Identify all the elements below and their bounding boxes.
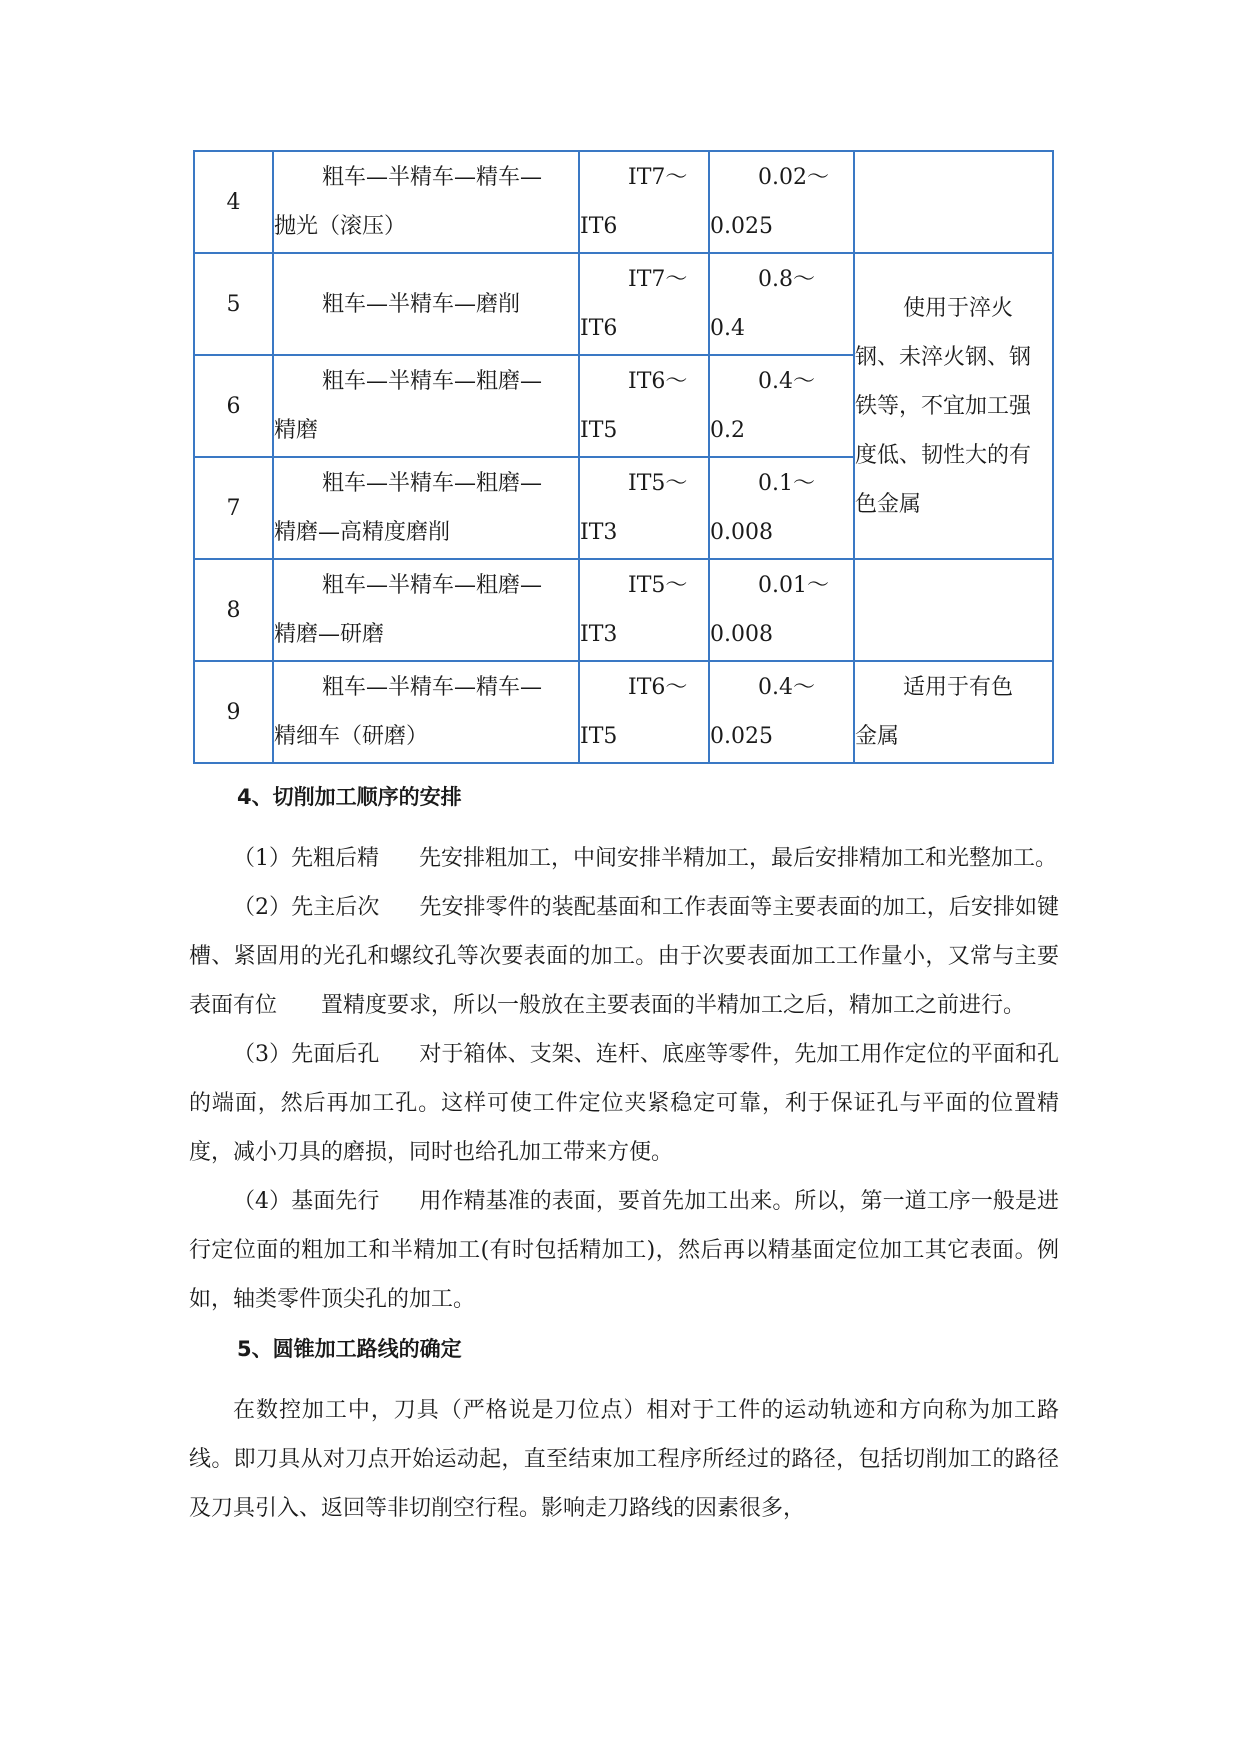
route-cell: 粗车—半精车—粗磨— 精磨—高精度磨削 [273,457,579,559]
item-label: （4）基面先行 [233,1189,380,1214]
route-cell: 粗车—半精车—精车— 精细车（研磨） [273,661,579,763]
grade-cell: IT5～ IT3 [579,457,709,559]
item-label: （3）先面后孔 [233,1042,380,1067]
table-row [194,559,1053,661]
route-cell: 粗车—半精车—粗磨— 精磨—研磨 [273,559,579,661]
paragraph [189,1177,1059,1324]
roughness-cell: 0.8～ 0.4 [709,253,854,355]
grade-cell: IT6～ IT5 [579,355,709,457]
section-heading: 4、切削加工顺序的安排 [237,785,462,809]
grade-cell: IT7～ IT6 [579,253,709,355]
item-text: 先安排粗加工，中间安排半精加工，最后安排精加工和光整加工。 [419,846,1058,871]
grade-cell: IT7～ IT6 [579,151,709,253]
process-table [193,150,1054,764]
grade-cell: IT5～ IT3 [579,559,709,661]
row-number: 4 [194,151,273,253]
table-row [194,661,1053,763]
route-cell: 粗车—半精车—粗磨— 精磨 [273,355,579,457]
item-label: （1）先粗后精 [233,846,379,871]
row-number: 7 [194,457,273,559]
section-heading: 5、圆锥加工路线的确定 [237,1337,462,1361]
row-number: 6 [194,355,273,457]
row-number: 5 [194,253,273,355]
roughness-cell: 0.01～ 0.008 [709,559,854,661]
paragraph: 在数控加工中，刀具（严格说是刀位点）相对于工件的运动轨迹和方向称为加工路线。即刀具从对刀点开始运动起，直至结束加工程序所经过的路径，包括切削加工的路径及刀具引入、返回等非切削空行程。影响走刀路线的因素很多， [189,1398,1059,1521]
roughness-cell: 0.1～ 0.008 [709,457,854,559]
route-cell: 粗车—半精车—磨削 [273,253,579,355]
row-number: 8 [194,559,273,661]
note-cell-empty [854,151,1053,253]
row-number: 9 [194,661,273,763]
body-text [189,772,1059,1533]
note-cell-merged: 使用于淬火 钢、未淬火钢、钢 铁等，不宜加工强 度低、韧性大的有 色金属 [854,253,1053,559]
paragraph [189,834,1059,883]
paragraph [189,883,1059,1030]
item-text: 对于箱体、支架、连杆、底座等零件，先加工用作定位的平面和孔的端面，然后再加工孔。这样可使工件定位夹紧稳定可靠，利于保证孔与平面的位置精度，减小刀具的磨损，同时也给孔加工带来方便。 [189,1042,1059,1165]
grade-cell: IT6～ IT5 [579,661,709,763]
table-row [194,253,1053,355]
item-label: （2）先主后次 [233,895,380,920]
roughness-cell: 0.02～ 0.025 [709,151,854,253]
item-text: 先安排零件的装配基面和工作表面等主要表面的加工，后安排如键槽、紧固用的光孔和螺纹孔等次要表面的加工。由于次要表面加工工作量小，又常与主要表面有位 置精度要求，所以一般放在主要表面的半精加工之后，精加工之前进行。 [189,895,1059,1018]
item-text: 用作精基准的表面，要首先加工出来。所以，第一道工序一般是进行定位面的粗加工和半精加工(有时包括精加工)，然后再以精基面定位加工其它表面。例如，轴类零件顶尖孔的加工。 [189,1189,1059,1312]
route-cell: 粗车—半精车—精车— 抛光（滚压） [273,151,579,253]
roughness-cell: 0.4～ 0.025 [709,661,854,763]
note-cell-empty [854,559,1053,661]
note-cell: 适用于有色 金属 [854,661,1053,763]
roughness-cell: 0.4～ 0.2 [709,355,854,457]
table-row [194,151,1053,253]
paragraph [189,1030,1059,1177]
